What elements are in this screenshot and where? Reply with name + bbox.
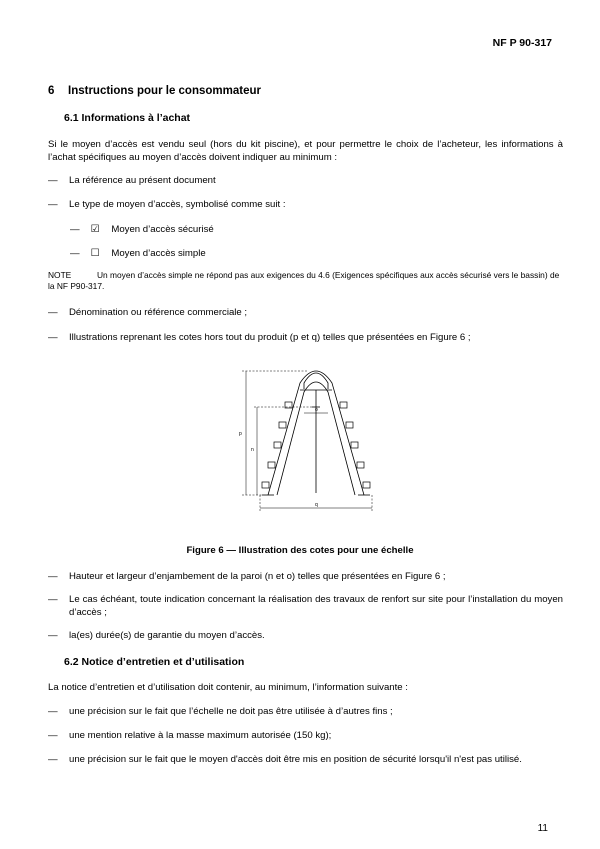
list-item — [48, 753, 563, 766]
list-item-text: Hauteur et largeur d’enjambement de la paroi (n et o) telles que présentées en Figure 6 ; — [69, 571, 446, 582]
option-label: Moyen d’accès simple — [111, 248, 206, 259]
access-type-option-secure — [70, 223, 214, 236]
list-item-text: Dénomination ou référence commerciale ; — [69, 307, 248, 318]
dash-bullet: — — [48, 730, 58, 741]
step-right-5 — [363, 482, 370, 488]
dash-bullet: — — [70, 224, 80, 235]
list-item-text: la(es) durée(s) de garantie du moyen d’accès. — [69, 630, 265, 641]
dash-bullet: — — [70, 248, 80, 259]
list-item-text: Le cas échéant, toute indication concernant la réalisation des travaux de renfort sur site pour l’installation du moyen d’accès ; — [69, 594, 563, 618]
subsection-6-1-heading: 6.1 Informations à l’achat — [64, 112, 191, 124]
list-item-text: une précision sur le fait que l’échelle ne doit pas être utilisée à d’autres fins ; — [69, 706, 393, 717]
label-n: n — [251, 447, 254, 453]
option-label: Moyen d’accès sécurisé — [111, 224, 214, 235]
checked-box-icon: ☑ — [90, 224, 100, 235]
section-title: Instructions pour le consommateur — [68, 85, 261, 97]
label-q: q — [315, 502, 318, 508]
dash-bullet: — — [48, 175, 58, 186]
ladder-dimension-figure — [224, 355, 384, 520]
dash-bullet: — — [48, 594, 58, 605]
list-item — [48, 306, 563, 319]
step-left-4 — [268, 462, 275, 468]
dash-bullet: — — [48, 199, 58, 210]
list-item-text: une mention relative à la masse maximum autorisée (150 kg); — [69, 730, 332, 741]
paragraph-intro-6-2: La notice d’entretien et d’utilisation doit contenir, au minimum, l’information suivante : — [48, 682, 408, 693]
note-label: NOTE — [48, 270, 72, 280]
list-item — [48, 593, 563, 619]
dash-bullet: — — [48, 754, 58, 765]
label-p: p — [239, 431, 242, 437]
paragraph-intro-6-1: Si le moyen d’accès est vendu seul (hors du kit piscine), et pour permettre le choix de l’acheteur, les informations à l’achat spécifiques au moyen d’accès doivent indiquer au minimum : — [48, 139, 563, 163]
step-right-2 — [346, 422, 353, 428]
list-item — [48, 705, 563, 718]
dash-bullet: — — [48, 706, 58, 717]
list-item — [48, 629, 563, 642]
section-number: 6 — [48, 85, 55, 97]
note-text: Un moyen d’accès simple ne répond pas aux exigences du 4.6 (Exigences spécifiques aux accès sécurisé vers le bassin) de la NF P90-317. — [48, 270, 560, 291]
dash-bullet: — — [48, 332, 58, 343]
step-right-4 — [357, 462, 364, 468]
list-item-text: Le type de moyen d’accès, symbolisé comme suit : — [69, 199, 286, 210]
subsection-6-2-heading: 6.2 Notice d’entretien et d’utilisation — [64, 656, 245, 668]
step-left-2 — [279, 422, 286, 428]
section-6-heading — [48, 85, 261, 97]
list-item — [48, 331, 563, 344]
dash-bullet: — — [48, 307, 58, 318]
dash-bullet: — — [48, 630, 58, 641]
label-o: o — [315, 407, 318, 413]
note — [48, 270, 563, 292]
list-item-text: La référence au présent document — [69, 175, 216, 186]
step-right-1 — [340, 402, 347, 408]
step-left-3 — [274, 442, 281, 448]
step-right-3 — [351, 442, 358, 448]
list-item-text: Illustrations reprenant les cotes hors tout du produit (p et q) telles que présentées en Figure 6 ; — [69, 332, 471, 343]
list-item — [48, 570, 563, 583]
empty-box-icon: ☐ — [90, 248, 100, 259]
list-item — [48, 174, 563, 187]
step-left-5 — [262, 482, 269, 488]
page-number: 11 — [537, 823, 548, 834]
list-item-text: une précision sur le fait que le moyen d'accès doit être mis en position de sécurité lorsqu'il n'est pas utilisé. — [69, 754, 522, 765]
figure-caption: Figure 6 — Illustration des cotes pour une échelle — [186, 545, 414, 556]
dash-bullet: — — [48, 571, 58, 582]
access-type-option-simple — [70, 247, 206, 260]
list-item — [48, 729, 563, 742]
document-reference: NF P 90-317 — [492, 37, 552, 49]
list-item — [48, 198, 563, 211]
